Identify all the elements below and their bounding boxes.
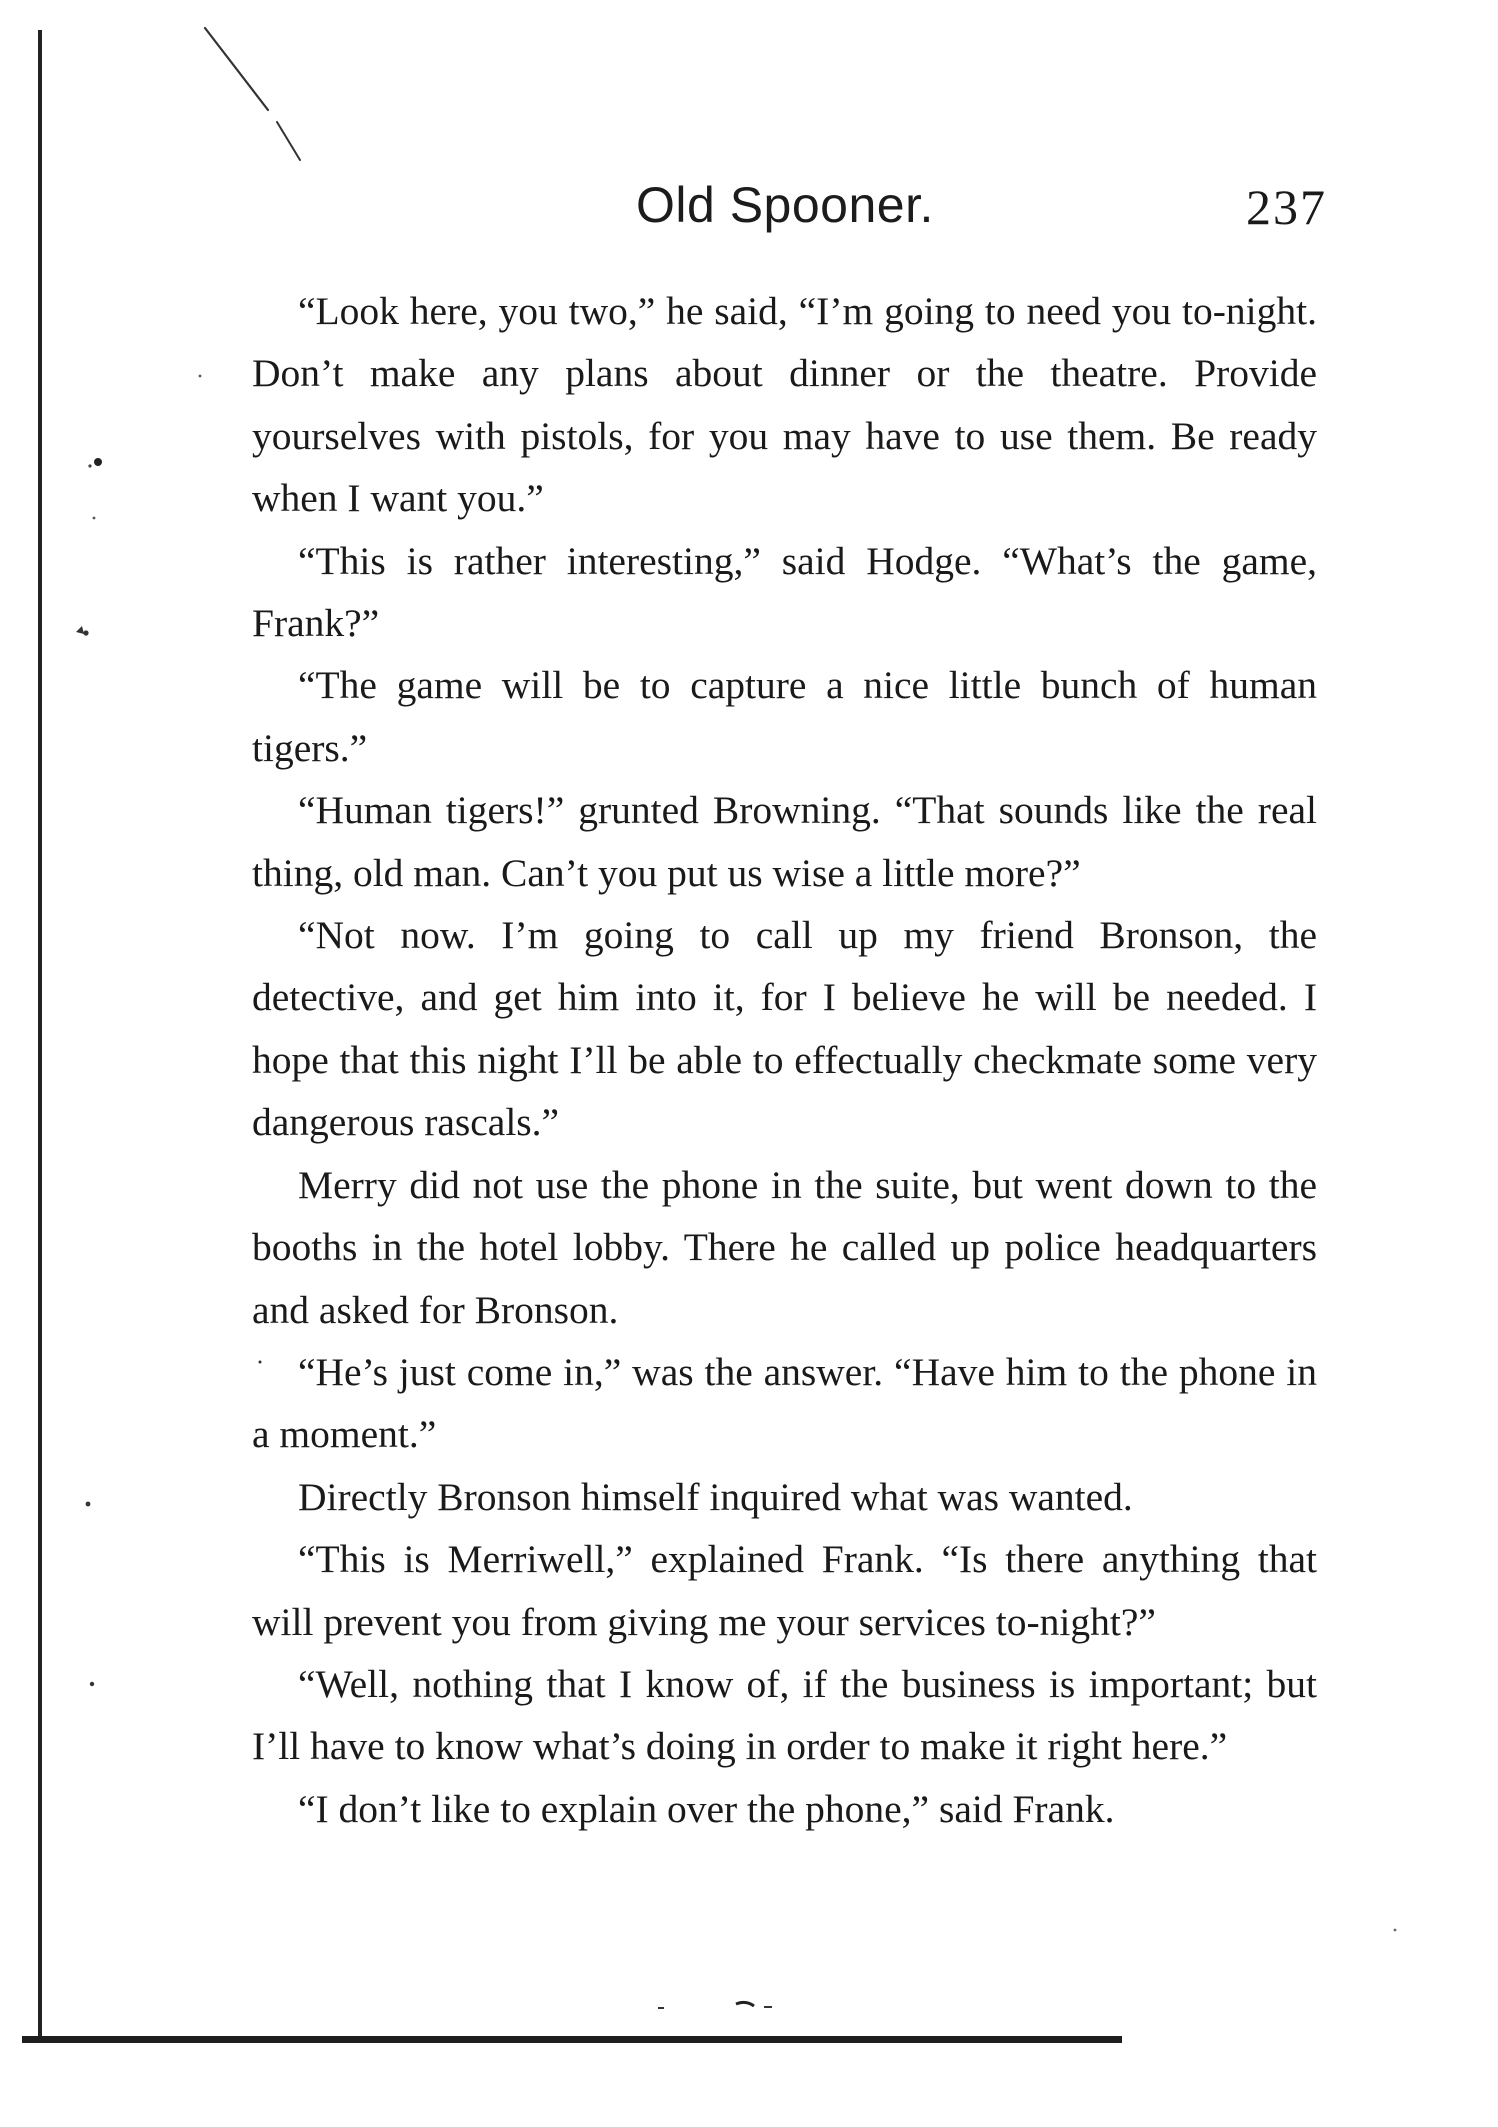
paragraph: “Well, nothing that I know of, if the business is important; but I’ll have to know what’s doing in order to make it right here.” [252,1661,1317,1769]
paragraph: “The game will be to capture a nice little bunch of human tigers.” [252,663,1317,770]
binding-edge-rule [38,30,42,2040]
printer-mark [650,1996,790,2016]
paragraph: “I don’t like to explain over the phone,” said Frank. [298,1786,1115,1831]
page-header [0,176,1498,246]
running-head: Old Spooner. [636,177,934,233]
paragraph: “Look here, you two,” he said, “I’m going to need you to-night. Don’t make any plans about dinner or the theatre. Provide yourselves with pistols, for you may have to use them. Be ready when I want you.” [252,289,1317,521]
paragraph: Merry did not use the phone in the suite, but went down to the booths in the hotel lobby. There he called up police headquarters and asked for Bronson. [252,1162,1317,1332]
page-number: 237 [1246,179,1327,235]
body-text [252,280,1317,1840]
paragraph: “He’s just come in,” was the answer. “Have him to the phone in a moment.” [252,1349,1317,1457]
paragraph: “Human tigers!” grunted Browning. “That sounds like the real thing, old man. Can’t you put us wise a little more?” [252,788,1317,895]
paragraph: “This is rather interesting,” said Hodge. “What’s the game, Frank?” [252,538,1317,646]
paragraph: “Not now. I’m going to call up my friend Bronson, the detective, and get him into it, for I believe he will be needed. I hope that this night I’ll be able to effectually checkmate some very dangerous rascals.” [252,913,1317,1145]
bottom-edge-rule [22,2036,1122,2043]
paragraph: Directly Bronson himself inquired what was wanted. [298,1474,1133,1519]
paragraph: “This is Merriwell,” explained Frank. “Is there anything that will prevent you from giving me your services to-night?” [252,1537,1317,1644]
corner-pencil-mark [0,0,320,180]
